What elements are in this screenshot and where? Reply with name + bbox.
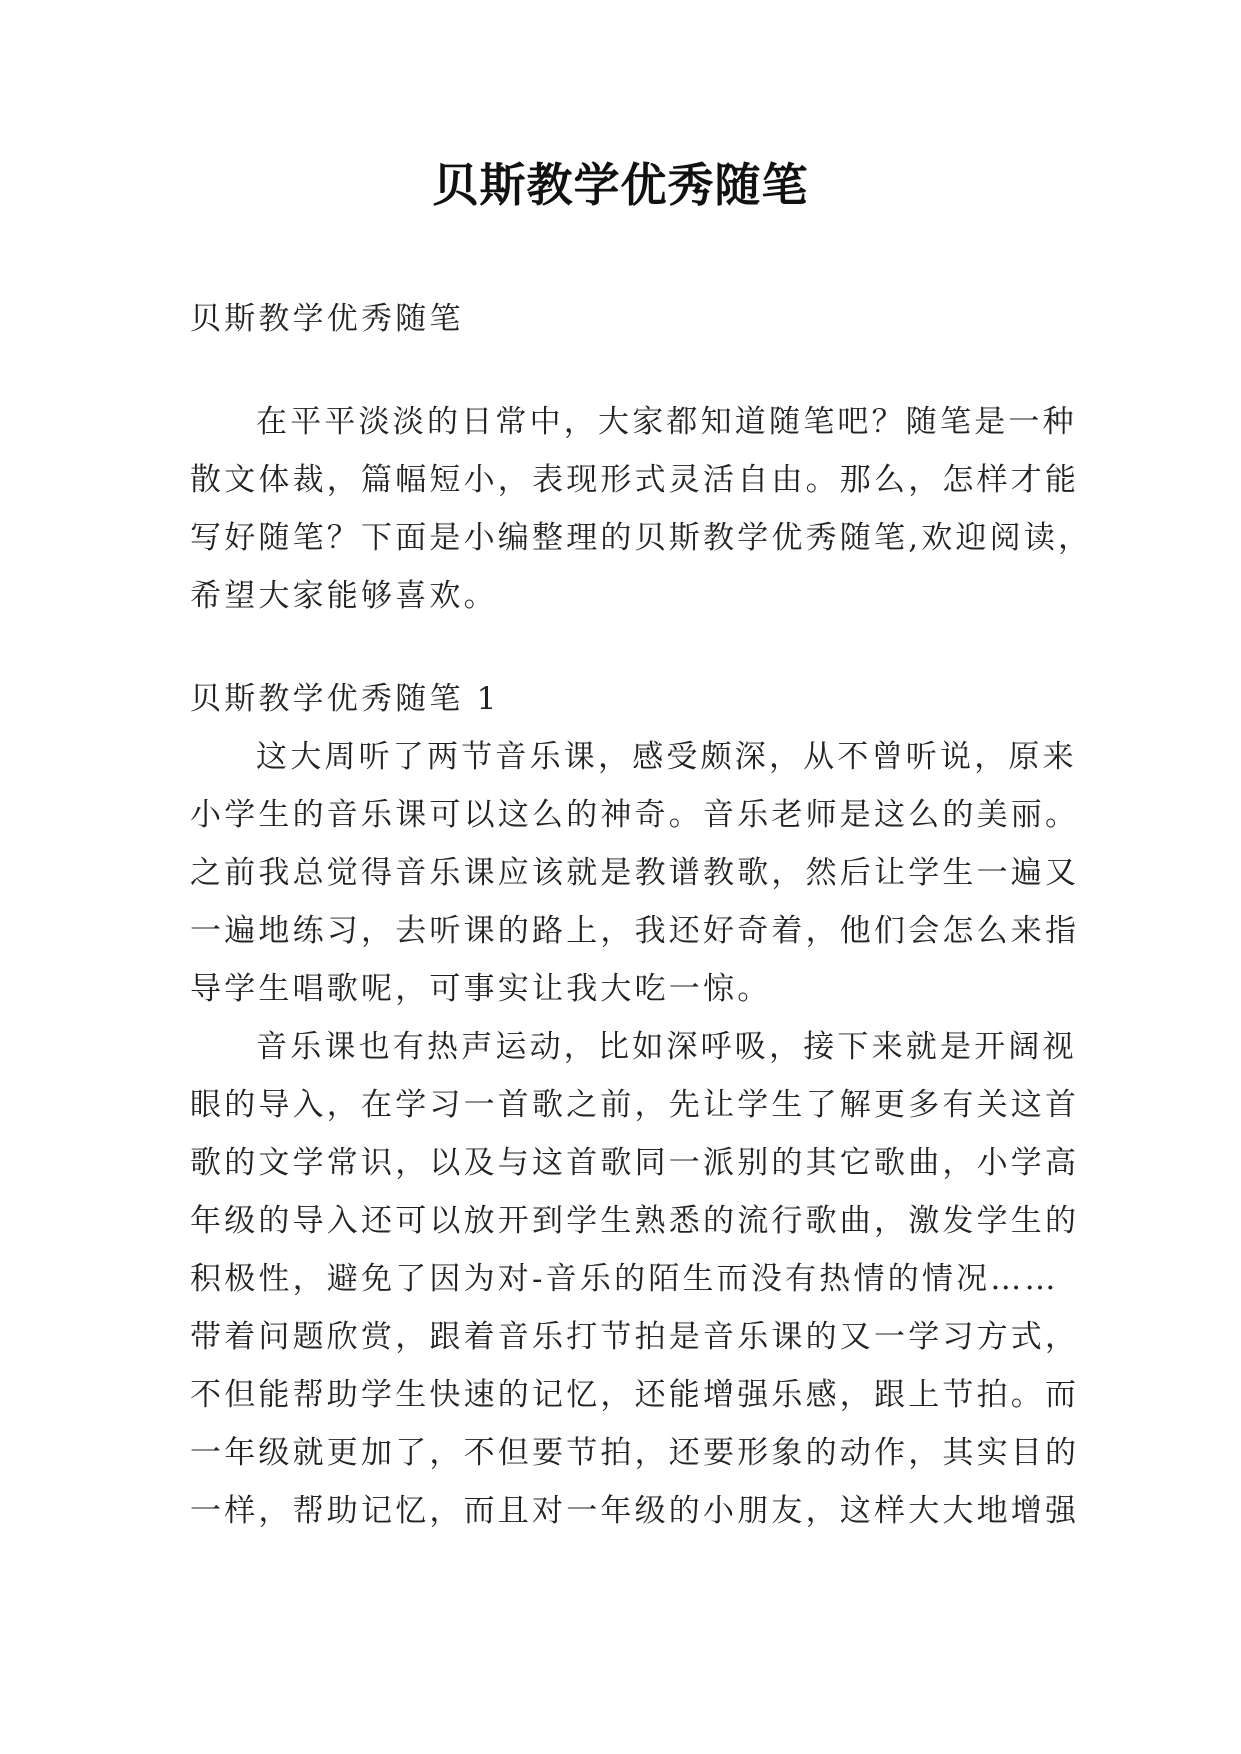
document-body	[190, 290, 1093, 1540]
paragraph-line: 之前我总觉得音乐课应该就是教谱教歌，然后让学生一遍又	[190, 855, 1080, 891]
paragraph-line: 积极性，避免了因为对-音乐的陌生而没有热情的情况……	[190, 1261, 1059, 1297]
paragraph-1	[190, 728, 1080, 1018]
paragraph-line: 导学生唱歌呢，可事实让我大吃一惊。	[190, 971, 772, 1007]
paragraph-line: 一年级就更加了，不但要节拍，还要形象的动作，其实目的	[190, 1435, 1080, 1471]
paragraph-line: 一样，帮助记忆，而且对一年级的小朋友，这样大大地增强	[190, 1493, 1080, 1529]
paragraph-line: 音乐课也有热声运动，比如深呼吸，接下来就是开阔视	[256, 1029, 1077, 1065]
paragraph-line: 不但能帮助学生快速的记忆，还能增强乐感，跟上节拍。而	[190, 1377, 1080, 1413]
paragraph-line: 眼的导入，在学习一首歌之前，先让学生了解更多有关这首	[190, 1087, 1080, 1123]
paragraph-line: 带着问题欣赏，跟着音乐打节拍是音乐课的又一学习方式，	[190, 1319, 1080, 1355]
paragraph-line: 希望大家能够喜欢。	[190, 578, 498, 614]
paragraph-line: 这大周听了两节音乐课，感受颇深，从不曾听说，原来	[256, 739, 1077, 775]
document-title: 贝斯教学优秀随笔	[432, 158, 809, 212]
paragraph-line: 写好随笔？下面是小编整理的贝斯教学优秀随笔,欢迎阅读，	[190, 520, 1093, 556]
paragraph-line: 一遍地练习，去听课的路上，我还好奇着，他们会怎么来指	[190, 913, 1080, 949]
paragraph-line: 年级的导入还可以放开到学生熟悉的流行歌曲，激发学生的	[190, 1203, 1080, 1239]
paragraph-2	[190, 1018, 1080, 1540]
spacer	[190, 625, 1070, 670]
section-heading: 贝斯教学优秀随笔 1	[190, 681, 500, 717]
paragraph-line: 在平平淡淡的日常中，大家都知道随笔吧？随笔是一种	[256, 404, 1077, 440]
paragraph-line: 歌的文学常识，以及与这首歌同一派别的其它歌曲，小学高	[190, 1145, 1080, 1181]
paragraph-line: 散文体裁，篇幅短小，表现形式灵活自由。那么，怎样才能	[190, 462, 1080, 498]
spacer	[190, 348, 1070, 393]
intro-paragraph	[190, 393, 1093, 625]
paragraph-line: 小学生的音乐课可以这么的神奇。音乐老师是这么的美丽。	[190, 797, 1080, 833]
subtitle: 贝斯教学优秀随笔	[190, 301, 464, 337]
